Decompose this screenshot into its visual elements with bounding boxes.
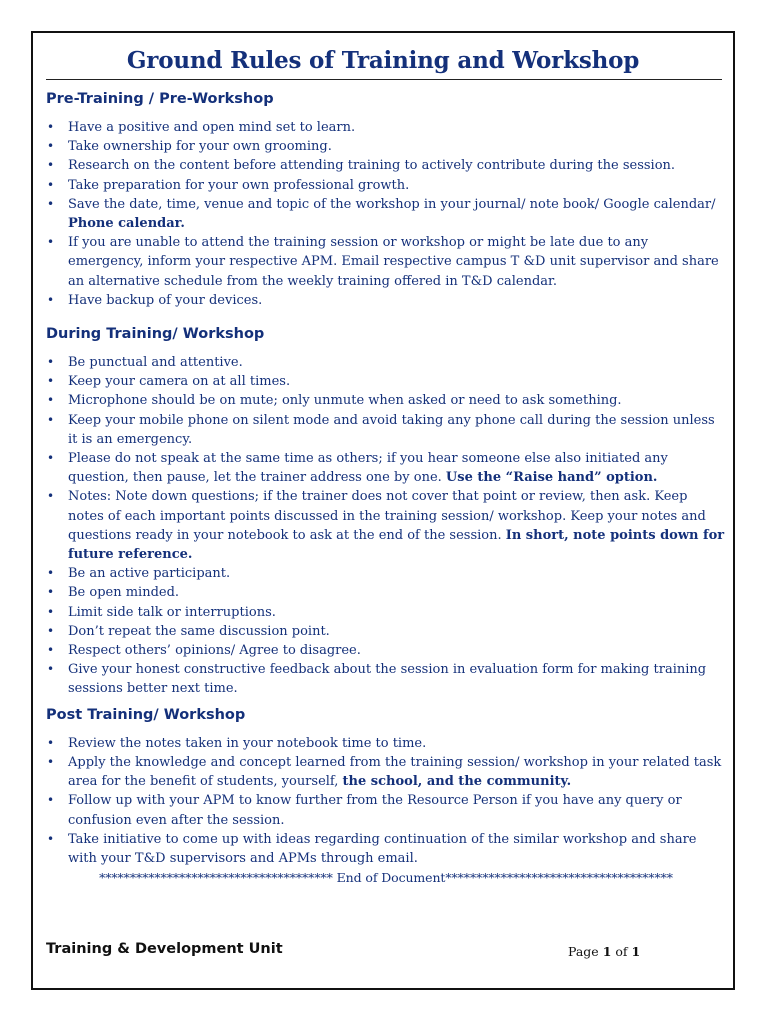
document-title: Ground Rules of Training and Workshop [126, 47, 640, 74]
footer-page-number [568, 944, 640, 959]
list-item [46, 156, 726, 175]
list-item-text: Save the date, time, venue and topic of the workshop in your journal/ note book/ Google calendar/ [68, 196, 716, 212]
list-item [46, 353, 726, 372]
list-item [46, 622, 726, 641]
list-item [46, 564, 726, 583]
list-item [46, 391, 726, 410]
list-item [46, 734, 726, 753]
list-item [46, 195, 726, 233]
footer-unit-name: Training & Development Unit [46, 941, 283, 957]
bullet-icon: • [47, 451, 55, 466]
list-item [46, 603, 726, 622]
bullet-icon: • [47, 393, 55, 408]
list-item-text: Follow up with your APM to know further from the Resource Person if you have any query or confusion even after the session. [68, 793, 682, 828]
bullet-icon: • [47, 374, 55, 389]
document-page [31, 31, 735, 990]
list-item-text: Don’t repeat the same discussion point. [68, 623, 330, 639]
list-item [46, 791, 726, 829]
list-item-text: Take initiative to come up with ideas regarding continuation of the similar workshop and share with your T&D supervisors and APMs through email. [68, 831, 697, 866]
bullet-icon: • [47, 643, 55, 658]
bullet-icon: • [47, 196, 55, 211]
bullet-icon: • [47, 355, 55, 370]
list-item-text: Respect others’ opinions/ Agree to disagree. [68, 643, 361, 659]
list-item [46, 411, 726, 449]
list-item [46, 583, 726, 602]
list-item-text: Microphone should be on mute; only unmute when asked or need to ask something. [68, 393, 622, 409]
bullet-icon: • [47, 139, 55, 154]
list-item [46, 449, 726, 487]
page-of: of [611, 944, 632, 959]
page-current: 1 [602, 944, 612, 959]
list-item [46, 641, 726, 660]
list-item [46, 233, 726, 291]
bullet-icon: • [47, 120, 55, 134]
list-item-text: Take ownership for your own grooming. [68, 139, 332, 155]
list-item-text: Research on the content before attending training to actively contribute during the session. [68, 158, 676, 174]
bullet-icon: • [47, 662, 55, 677]
list-item-emphasis: Use the “Raise hand” option. [445, 470, 658, 486]
list-item [46, 753, 726, 791]
list-item-text: Have a positive and open mind set to learn. [68, 120, 356, 135]
bullet-list [46, 734, 726, 868]
page-prefix: Page [568, 944, 603, 959]
bullet-icon: • [47, 292, 55, 307]
list-item [46, 660, 726, 698]
bullet-icon: • [47, 177, 55, 192]
list-item-text: If you are unable to attend the training session or workshop or might be late due to any emergency, inform your respective APM. Email respective campus T &D unit supervisor and share an alternative schedule from the weekly training offered in T&D calendar. [68, 235, 719, 289]
list-item [46, 137, 726, 156]
bullet-icon: • [47, 566, 55, 581]
list-item [46, 118, 726, 137]
list-item-text: Keep your mobile phone on silent mode and avoid taking any phone call during the session unless it is an emergency. [68, 412, 715, 447]
section-heading: During Training/ Workshop [46, 326, 265, 343]
list-item [46, 830, 726, 868]
bullet-icon: • [47, 235, 55, 250]
list-item [46, 291, 726, 310]
list-item [46, 487, 726, 564]
list-item-text: Please do not speak at the same time as others; if you hear someone else also initiated any question, then pause, let the trainer address one by one. [68, 451, 668, 486]
bullet-list [46, 118, 726, 310]
list-item-emphasis: In short, note points down for future reference. [68, 527, 725, 563]
list-item-text: Be punctual and attentive. [68, 355, 243, 371]
bullet-icon: • [47, 158, 55, 173]
document-body [46, 91, 726, 885]
list-item-text: Apply the knowledge and concept learned from the training session/ workshop in your related task area for the benefit of students, yourself, [68, 754, 722, 790]
bullet-icon: • [47, 831, 55, 846]
list-item [46, 372, 726, 391]
list-item-text: Take preparation for your own professional growth. [68, 177, 410, 193]
list-item-text: Keep your camera on at all times. [68, 374, 291, 390]
list-item-text: Limit side talk or interruptions. [68, 604, 276, 620]
section-heading: Pre-Training / Pre-Workshop [46, 91, 274, 107]
list-item-text: Be an active participant. [68, 566, 231, 582]
list-item-emphasis: Phone calendar. [68, 216, 185, 232]
bullet-icon: • [47, 412, 55, 427]
list-item-text: Review the notes taken in your notebook time to time. [68, 735, 427, 751]
section-post-training [46, 707, 726, 885]
list-item-text: Have backup of your devices. [68, 292, 263, 308]
bullet-icon: • [47, 793, 55, 808]
list-item-emphasis: the school, and the community. [342, 774, 572, 790]
section-during-training [46, 326, 726, 699]
bullet-icon: • [47, 489, 55, 504]
bullet-icon: • [47, 604, 55, 619]
list-item-text: Be open minded. [68, 585, 180, 601]
bullet-list [46, 353, 726, 699]
title-underline [46, 79, 722, 80]
bullet-icon: • [47, 623, 55, 638]
bullet-icon: • [47, 585, 55, 600]
end-of-document-marker: ************************************** End of Document************************************* [99, 870, 673, 886]
section-heading: Post Training/ Workshop [46, 706, 246, 723]
list-item [46, 176, 726, 195]
bullet-icon: • [47, 735, 55, 750]
section-pre-training [46, 91, 726, 310]
bullet-icon: • [47, 754, 55, 769]
page-total: 1 [631, 944, 641, 959]
list-item-text: Notes: Note down questions; if the trainer does not cover that point or review, then ask. Keep notes of each important points discussed in the training session/ workshop. Keep your notes and questions ready in your notebook to ask at the end of the session. [68, 489, 706, 543]
list-item-text: Give your honest constructive feedback about the session in evaluation form for making training sessions better next time. [68, 662, 707, 697]
